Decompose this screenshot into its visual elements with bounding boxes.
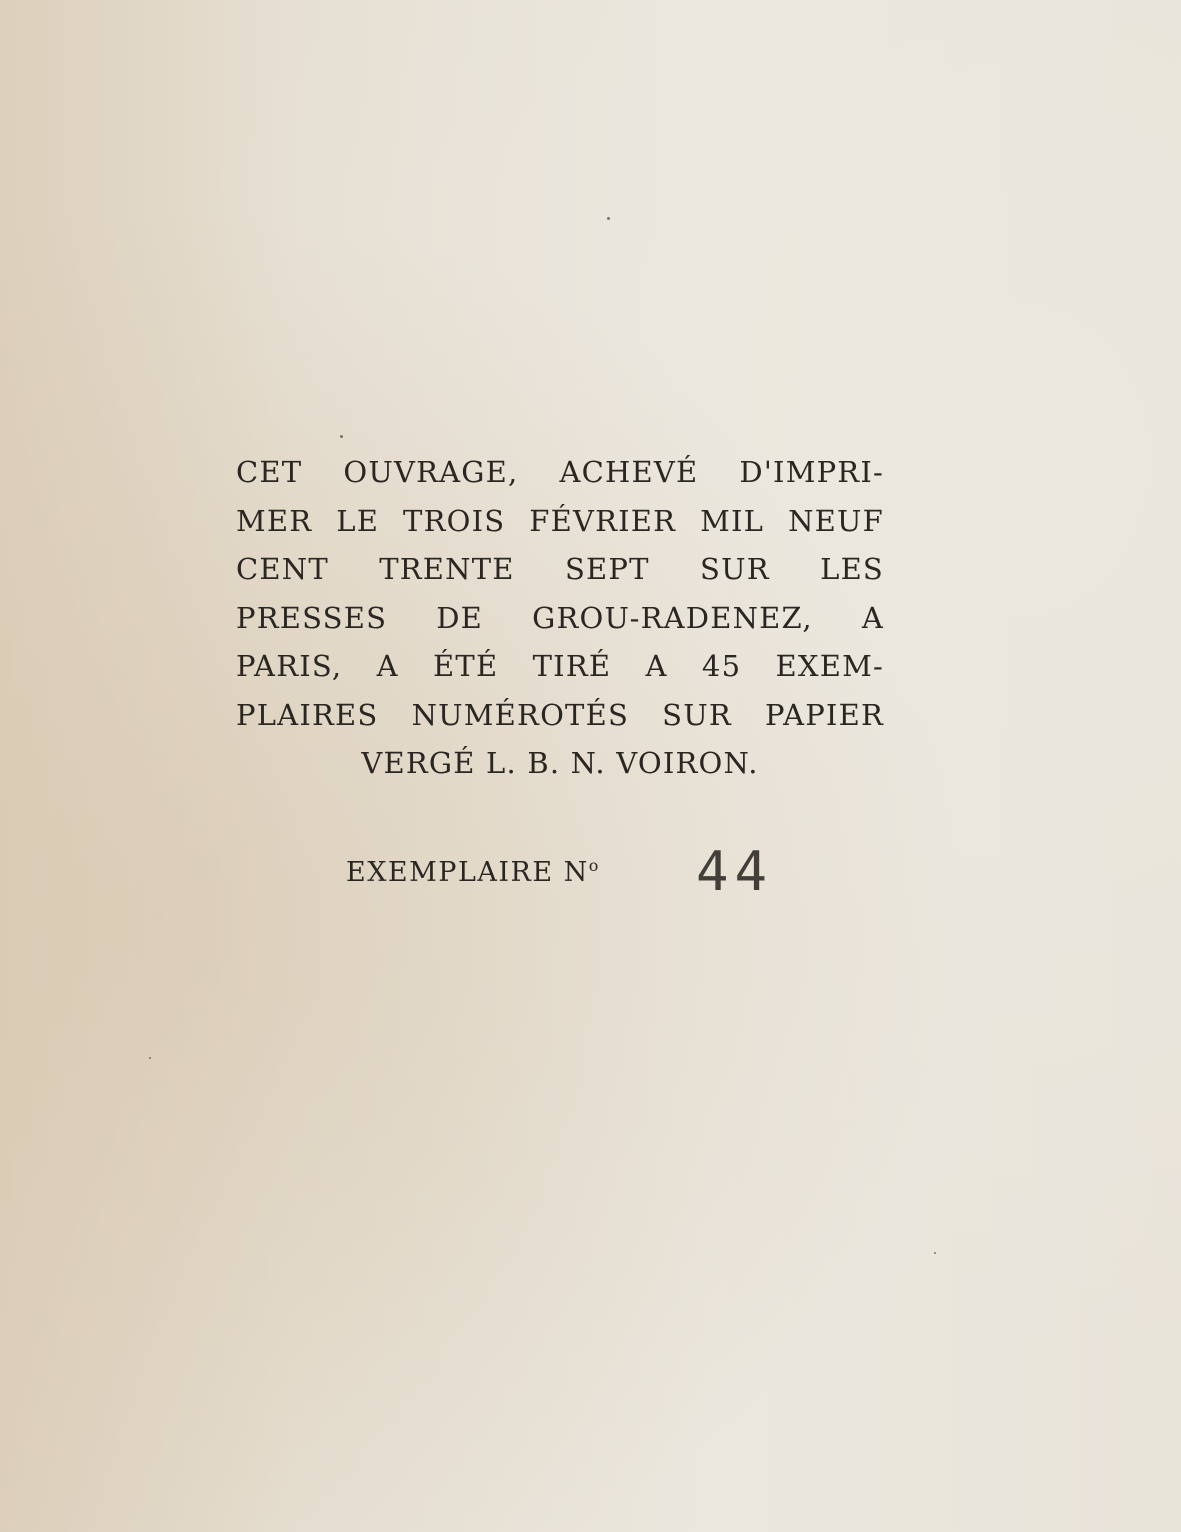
colophon-line: VERGÉ L. B. N. VOIRON. xyxy=(361,746,759,780)
colophon-line: PLAIRES NUMÉROTÉS SUR PAPIER xyxy=(236,697,884,732)
colophon-line: PARIS, A ÉTÉ TIRÉ A 45 EXEM- xyxy=(236,649,884,683)
colophon-line: CENT TRENTE SEPT SUR LES xyxy=(236,552,884,586)
copy-label-text: EXEMPLAIRE N xyxy=(346,857,589,888)
copy-number-label xyxy=(346,856,600,888)
colophon-line: CET OUVRAGE, ACHEVÉ D'IMPRI- xyxy=(236,455,884,489)
colophon-line: PRESSES DE GROU-RADENEZ, A xyxy=(236,600,884,635)
paper-speck xyxy=(607,217,610,220)
copy-number-block xyxy=(346,840,826,910)
colophon-text xyxy=(236,448,884,788)
stamped-copy-number: 44 xyxy=(696,840,774,903)
paper-speck xyxy=(149,1057,151,1059)
copy-label-superscript: o xyxy=(588,856,600,875)
paper-speck xyxy=(340,435,343,438)
paper-speck xyxy=(934,1252,936,1254)
colophon-line: MER LE TROIS FÉVRIER MIL NEUF xyxy=(236,503,884,538)
